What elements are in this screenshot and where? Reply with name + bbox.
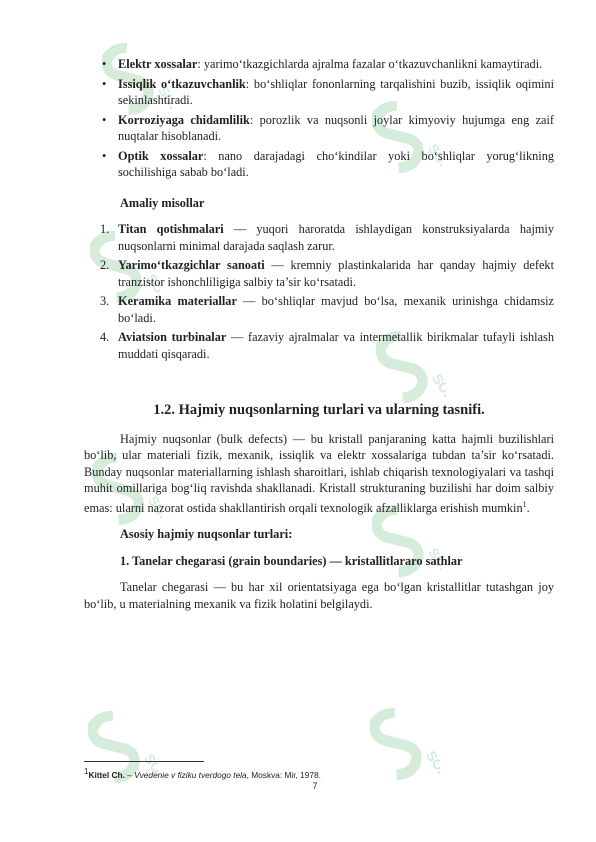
properties-list: [84, 56, 554, 181]
examples-heading: Amaliy misollar: [120, 195, 205, 210]
types-heading: Asosiy hajmiy nuqsonlar turlari:: [120, 527, 293, 542]
list-item: • Korroziyaga chidamlilik: porozlik va nuqsonli joylar kimyoviy hujumga eng zaif nuqtalar hisoblanadi.: [102, 112, 555, 143]
examples-list: [84, 221, 554, 362]
page-content: [84, 56, 554, 622]
svg-text:SOF: SOF: [429, 370, 446, 404]
bullet-icon: •: [102, 148, 107, 163]
list-item: 2. Yarimo‘tkazgichlar sanoati — kremniy plastinkalarida har qanday hajmiy defekt tranzistor ishonchliligiga salbiy ta’sir ko‘rsatadi.: [100, 258, 554, 289]
footnote-reference[interactable]: 1: [522, 499, 527, 509]
type1-paragraph: Tanelar chegarasi — bu har xil orientatsiyaga ega bo‘lgan kristallitlar tutashgan joy bo‘lib, u materialning mexanik va fizik holatini belgilaydi.: [84, 580, 554, 611]
svg-text:SOF: SOF: [141, 750, 158, 784]
list-item: • Optik xossalar: nano darajadagi cho‘kindilar yoki bo‘shliqlar yorug‘likning sochilishiga sabab bo‘ladi.: [102, 148, 554, 179]
bullet-icon: •: [102, 112, 107, 127]
section-title: 1.2. Hajmiy nuqsonlarning turlari va ularning tasnifi.: [153, 402, 485, 418]
type1-heading: 1. Tanelar chegarasi (grain boundaries) — kristallitlararo sathlar: [120, 553, 463, 568]
bullet-icon: •: [102, 76, 107, 91]
intro-paragraph: Hajmiy nuqsonlar (bulk defects) — bu kristall panjaraning katta hajmli buzilishlari bo‘lib, ular materiali fizik, mexanik, issiqlik va elektr xossalariga tubdan ta’sir ko‘rsatadi. Bunday nuqsonlar materiallarning ishlash sharoitlari, ishlab chiqarish texnologiyalari va tashqi muhit omillariga bog‘liq ravishda shakllanadi. Kristall strukturaning buzilishi har doim salbiy emas: ularni nazorat ostida shakllantirish orqali texnologik afzalliklarga erishish mumkin$^1$.: [84, 431, 554, 515]
list-item: • Elektr xossalar: yarimo‘tkazgichlarda ajralma fazalar o‘tkazuvchanlikni kamaytiradi.: [102, 57, 543, 71]
svg-text:SOF: SOF: [143, 270, 160, 304]
bullet-icon: •: [102, 57, 107, 71]
svg-text:SOF: SOF: [425, 544, 442, 578]
footnote: $^1$Kittel Ch. – Vvedenie v fiziku tverdogo tela, Moskva: Mir, 1978.: [84, 767, 321, 780]
list-item: 1. Titan qotishmalari — yuqori haroratda ishlaydigan konstruksiyalarda hajmiy nuqsonlarni minimal darajada saqlash zarur.: [100, 222, 555, 253]
svg-text:SOF: SOF: [423, 747, 440, 781]
svg-text:SOF: SOF: [145, 492, 162, 526]
svg-text:SOF: SOF: [425, 140, 442, 174]
page-number: 7: [312, 781, 318, 791]
list-item: 3. Keramika materiallar — bo‘shliqlar mavjud bo‘lsa, mexanik urinishga chidamsiz bo‘ladi.: [100, 294, 554, 325]
list-item: • Issiqlik o‘tkazuvchanlik: bo‘shliqlar fononlarning tarqalishini buzib, issiqlik oqimini sekinlashtiradi.: [102, 76, 554, 107]
sof-logo-watermark-icon: [370, 695, 440, 795]
list-item: 4. Aviatsion turbinalar — fazaviy ajralmalar va intermetallik birikmalar tufayli ishlash muddati qisqaradi.: [100, 330, 554, 361]
svg-text:SOF: SOF: [155, 82, 172, 116]
footnote-divider: [84, 761, 204, 762]
